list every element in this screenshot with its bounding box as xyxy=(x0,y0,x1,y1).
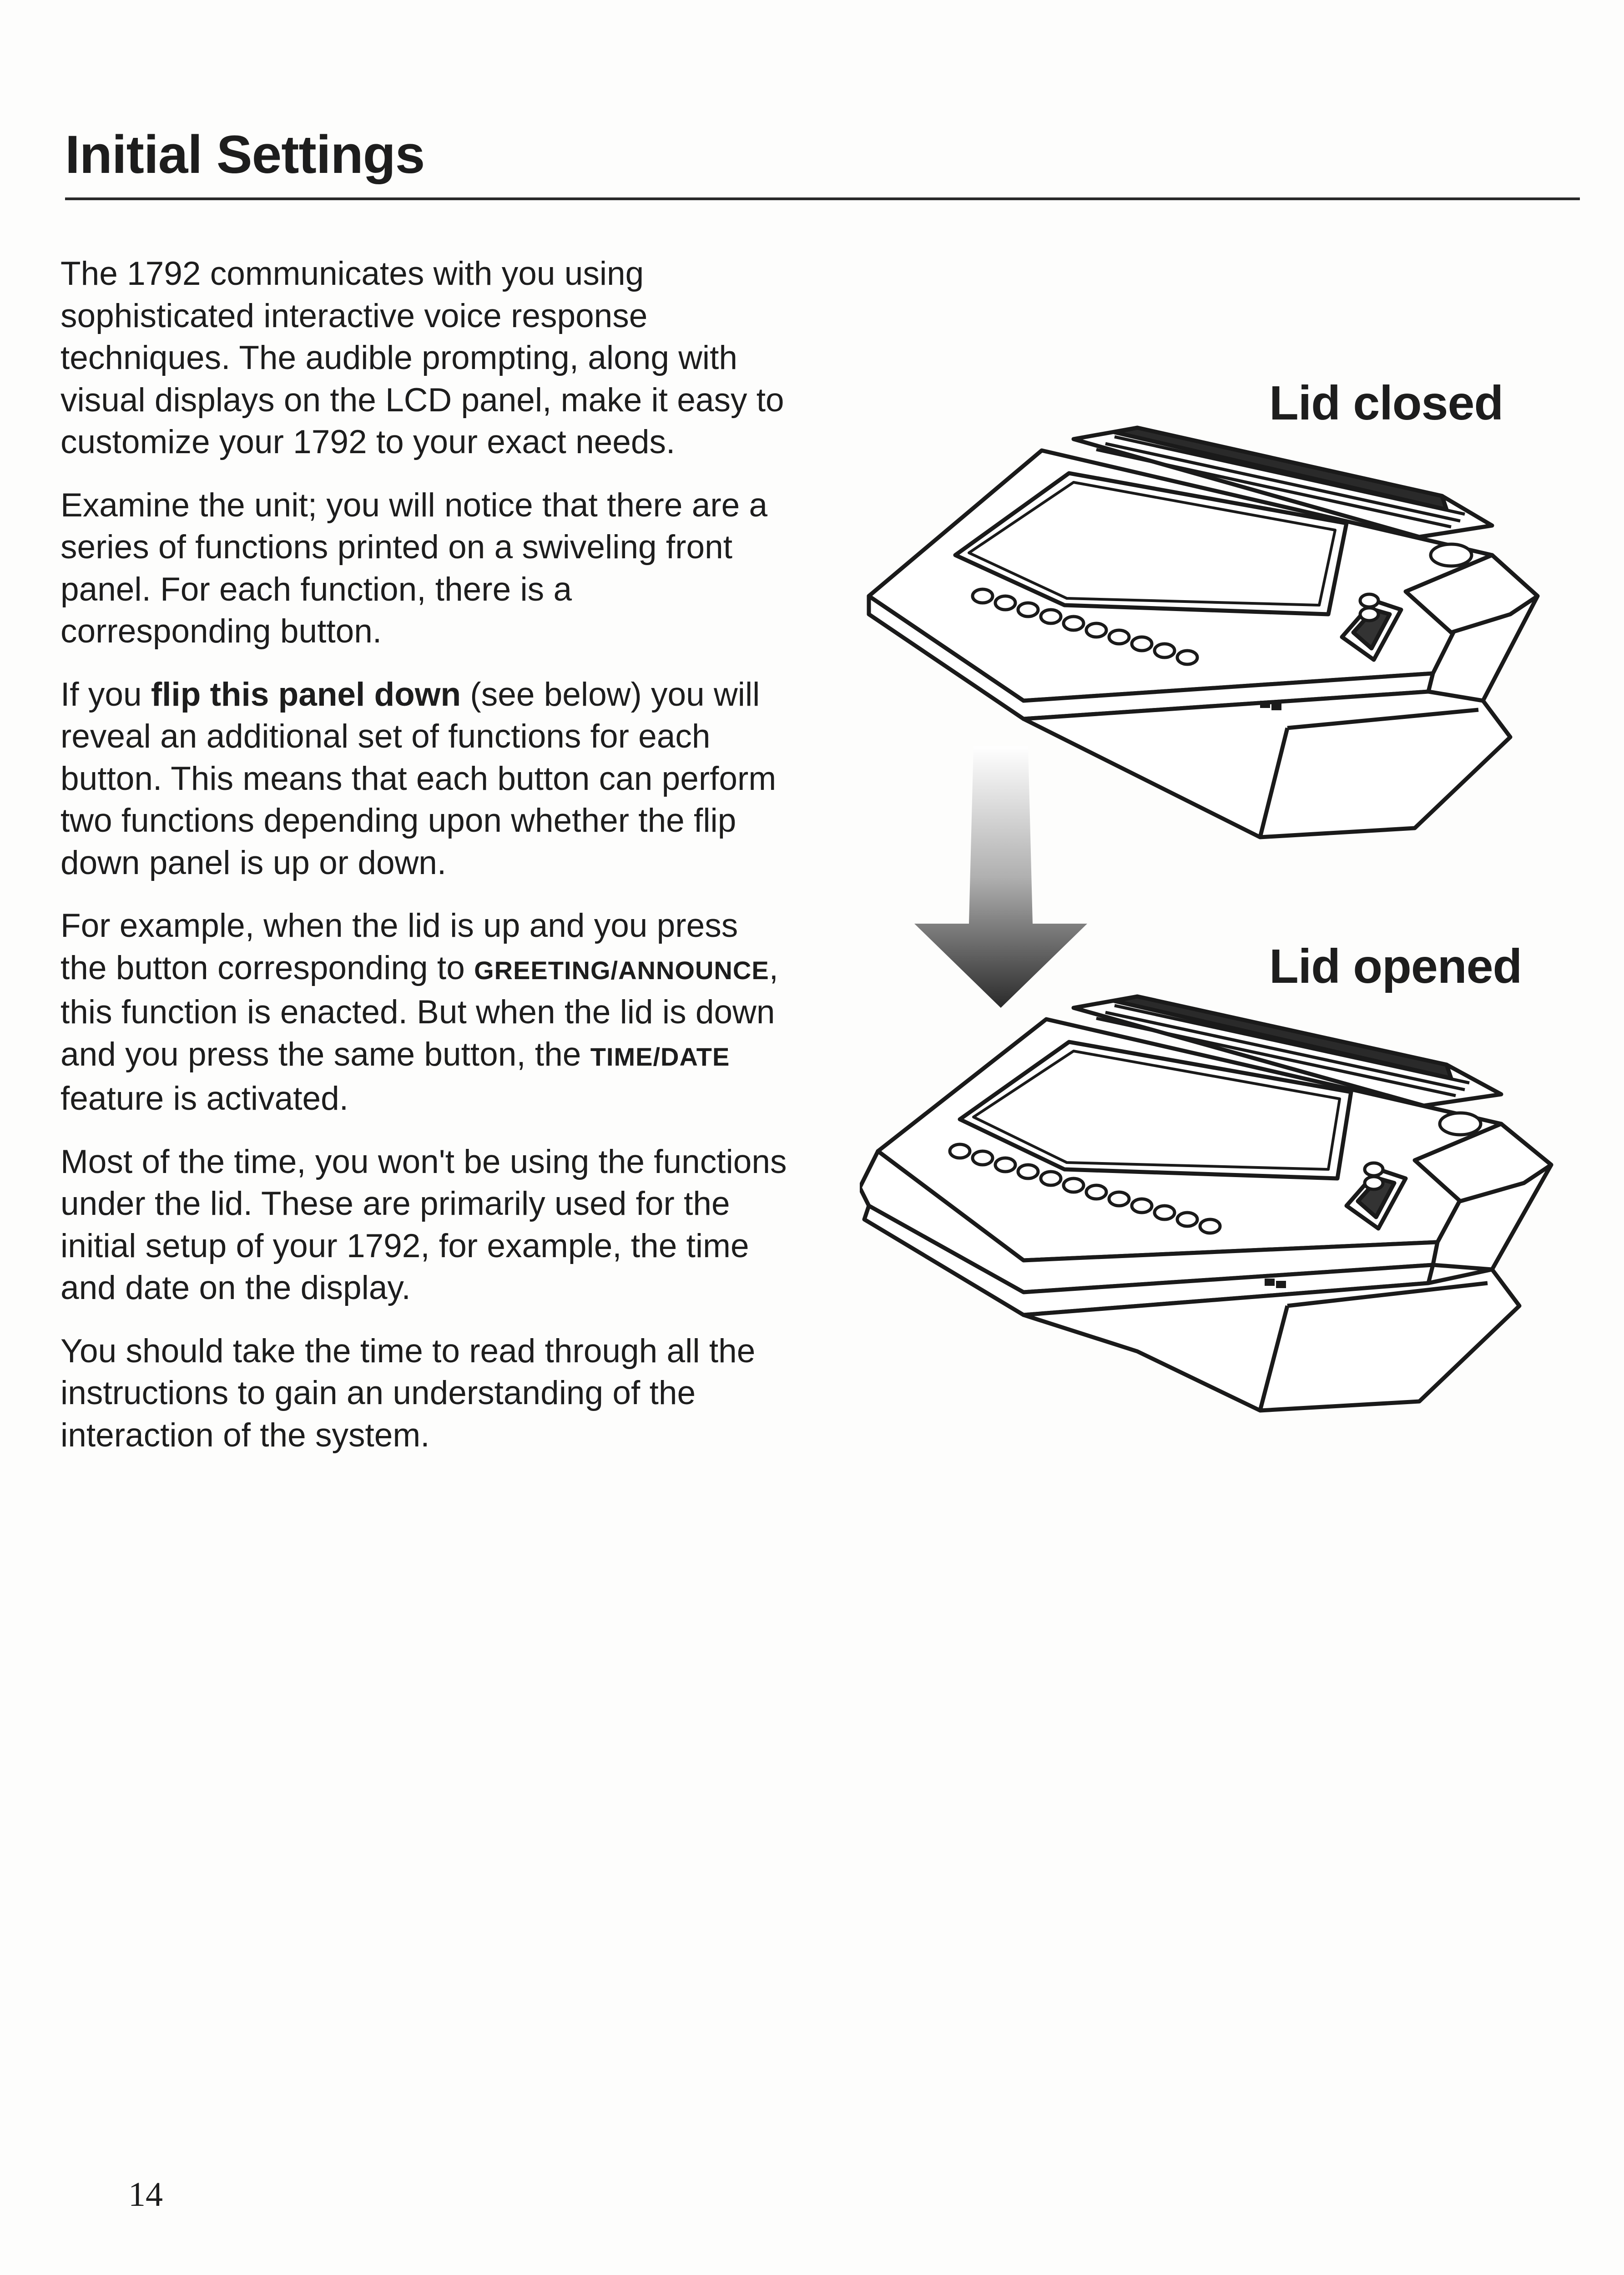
flip-text-before: If you xyxy=(61,676,151,713)
title-rule xyxy=(65,197,1580,200)
paragraph-example xyxy=(61,905,788,1120)
example-text-3: feature is activated. xyxy=(61,1080,349,1117)
greeting-announce-key: GREETING/ANNOUNCE xyxy=(474,956,769,985)
paragraph-intro: The 1792 communicates with you using sophisticated interactive voice response techniques. The audible prompting, along with visual displays on the LCD panel, make it easy to customize your 1792 to your exact needs. xyxy=(61,255,784,460)
time-date-key: TIME/DATE xyxy=(590,1042,730,1071)
paragraph-flip-panel xyxy=(61,674,788,885)
lid-opened-label: Lid opened xyxy=(1269,940,1522,993)
lid-closed-label: Lid closed xyxy=(1269,376,1503,430)
paragraph-examine: Examine the unit; you will notice that there are a series of functions printed on a swiveling front panel. For each function, there is a corresponding button. xyxy=(61,486,768,650)
down-arrow-icon xyxy=(905,746,1096,1010)
flip-emphasis: flip this panel down xyxy=(151,676,461,713)
example-text-2: , this function is enacted. But when the lid is down and you press the same button, the xyxy=(61,949,778,1073)
example-text-1: For example, when the lid is up and you press the button corresponding to xyxy=(61,907,738,986)
body-text xyxy=(61,253,788,1477)
page-title: Initial Settings xyxy=(65,125,425,185)
paragraph-read-instructions: You should take the time to read through all the instructions to gain an understanding of the interaction of the system. xyxy=(61,1332,756,1454)
paragraph-setup-functions: Most of the time, you won't be using the functions under the lid. These are primarily used for the initial setup of your 1792, for example, the time and date on the display. xyxy=(61,1143,787,1306)
page-number: 14 xyxy=(128,2175,163,2214)
answering-machine-lid-opened-icon xyxy=(860,987,1560,1415)
flip-text-after: (see below) you will reveal an additional set of functions for each button. This means that each button can perform two functions depending upon whether the flip down panel is up or down. xyxy=(61,676,777,881)
